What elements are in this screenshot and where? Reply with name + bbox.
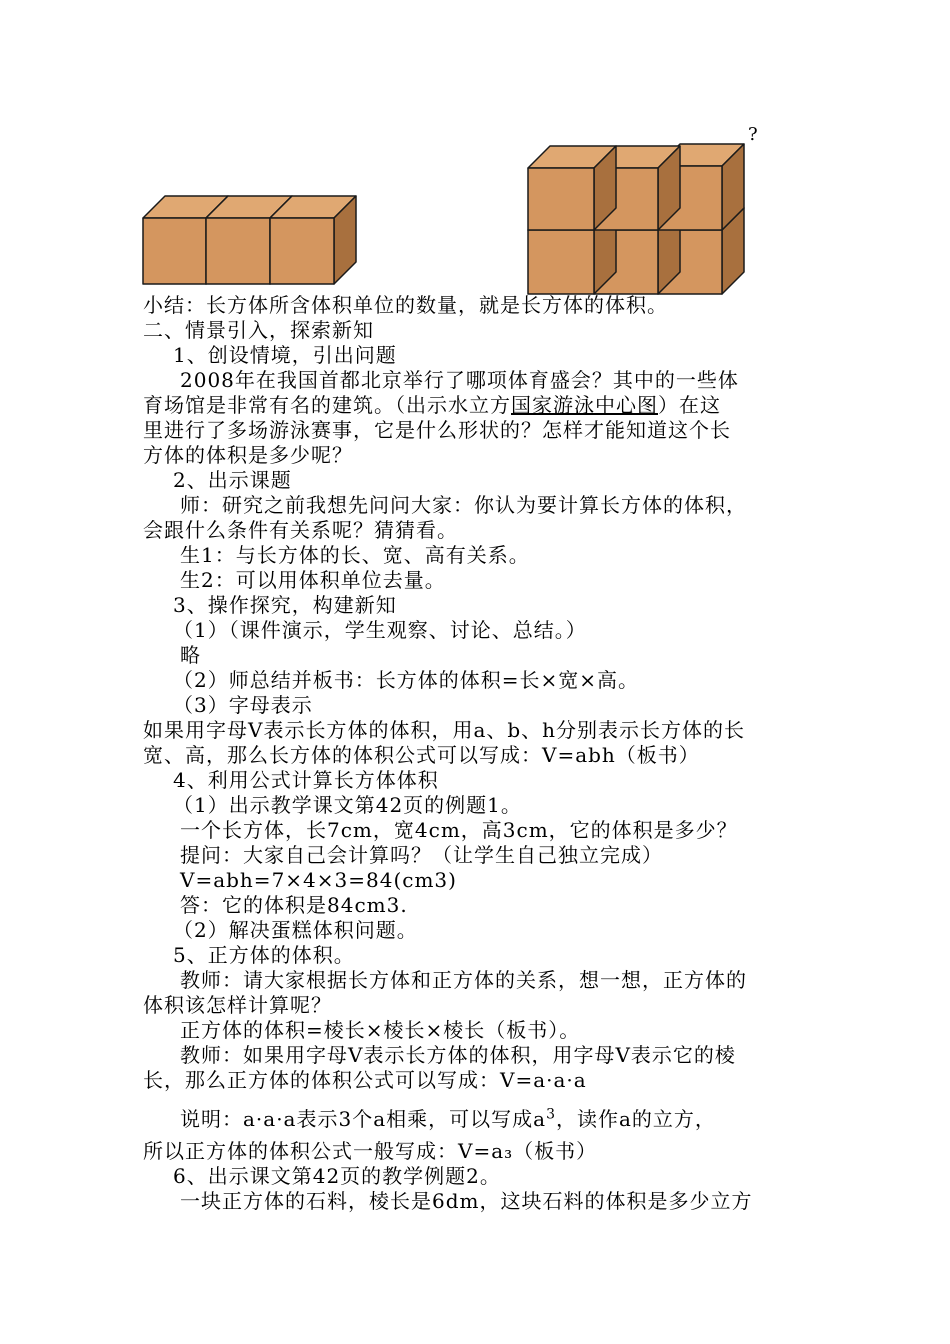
step-5-heading: 5、正方体的体积。 [173, 943, 355, 967]
paragraph-line: 略 [180, 643, 201, 667]
step-4-heading: 4、利用公式计算长方体体积 [173, 768, 439, 792]
step-2-heading: 2、出示课题 [173, 468, 292, 492]
paragraph-line: 教师：如果用字母V表示长方体的体积，用字母V表示它的棱 [180, 1043, 736, 1067]
section-heading: 二、情景引入，探索新知 [143, 318, 374, 342]
step-1-heading: 1、创设情境，引出问题 [173, 343, 397, 367]
six-cubes-block [528, 144, 744, 294]
paragraph-line: 会跟什么条件有关系呢？猜猜看。 [143, 518, 458, 542]
paragraph-line: 正方体的体积=棱长×棱长×棱长（板书）。 [180, 1018, 581, 1042]
cube-front-face [143, 218, 206, 284]
paragraph-line: 一块正方体的石料，棱长是6dm，这块石料的体积是多少立方 [180, 1189, 753, 1213]
paragraph-line: （1）出示教学课文第42页的例题1。 [173, 793, 522, 817]
cube-front-face [528, 168, 594, 230]
three-cubes-in-row [143, 196, 356, 284]
cube-front-face [270, 218, 334, 284]
paragraph-line: 里进行了多场游泳赛事，它是什么形状的？怎样才能知道这个长 [143, 418, 731, 442]
paragraph-line: 宽、高，那么长方体的体积公式可以写成：V=abh（板书） [143, 743, 700, 767]
paragraph-line: 方体的体积是多少呢？ [143, 443, 353, 467]
paragraph-line: 一个长方体，长7cm，宽4cm，高3cm，它的体积是多少？ [180, 818, 738, 842]
step-3-heading: 3、操作探究，构建新知 [173, 593, 397, 617]
step-6-heading: 6、出示课文第42页的教学例题2。 [173, 1164, 501, 1188]
paragraph-line: （1）（课件演示，学生观察、讨论、总结。） [173, 618, 587, 642]
paragraph-line: 如果用字母V表示长方体的体积，用a、b、h分别表示长方体的长 [143, 718, 746, 742]
cube-front-face [206, 218, 270, 284]
paragraph-line: 所以正方体的体积公式一般写成：V=a₃（板书） [143, 1139, 598, 1163]
explanation-line: 说明：a·a·a表示3个a相乘，可以写成$a^3$，读作a的立方， [180, 1106, 716, 1131]
cube-front-face [528, 230, 594, 294]
paragraph-line: 长，那么正方体的体积公式可以写成：V=a·a·a [143, 1068, 587, 1092]
formula-line: V=abh=7×4×3=84(cm3) [180, 868, 457, 892]
paragraph-line: （2）解决蛋糕体积问题。 [173, 918, 418, 942]
cube-illustrations [0, 0, 950, 300]
student-1-line: 生1：与长方体的长、宽、高有关系。 [180, 543, 530, 567]
paragraph-line: 2008年在我国首都北京举行了哪项体育盛会？其中的一些体 [180, 368, 739, 392]
paragraph-line: （3）字母表示 [173, 693, 313, 717]
paragraph-line: 师：研究之前我想先问问大家：你认为要计算长方体的体积， [180, 493, 747, 517]
paragraph-line: 教师：请大家根据长方体和正方体的关系，想一想，正方体的 [180, 968, 747, 992]
paragraph-line: 提问：大家自己会计算吗？（让学生自己独立完成） [180, 843, 663, 867]
cube-exponent: 3 [546, 1106, 556, 1123]
swimming-center-link[interactable]: 国家游泳中心图 [511, 393, 658, 417]
answer-line: 答：它的体积是84cm3. [180, 893, 408, 917]
summary-line: 小结：长方体所含体积单位的数量，就是长方体的体积。 [143, 293, 668, 317]
paragraph-line: 体积该怎样计算呢？ [143, 993, 332, 1017]
student-2-line: 生2：可以用体积单位去量。 [180, 568, 446, 592]
paragraph-line: （2）师总结并板书：长方体的体积=长×宽×高。 [173, 668, 639, 692]
question-mark: ? [748, 124, 758, 145]
paragraph-line: 育场馆是非常有名的建筑。（出示水立方国家游泳中心图）在这 [143, 393, 721, 417]
lesson-text [143, 293, 823, 1214]
